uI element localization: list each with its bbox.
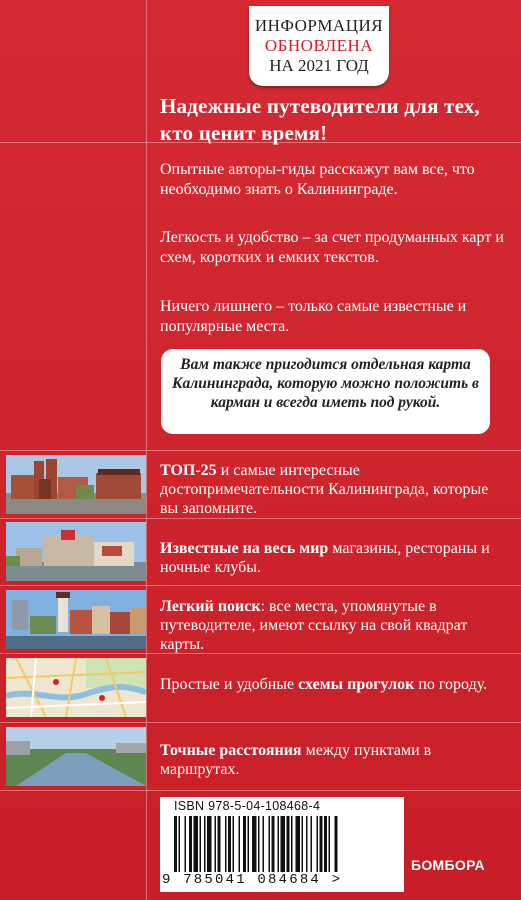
barcode-bar: [233, 816, 235, 872]
barcode-bar: [281, 816, 286, 872]
feature-distances-text: между пунктами в маршрутах.: [160, 742, 432, 778]
publisher-logo: БОМБОРА: [411, 857, 485, 873]
photo-shopping-center: [6, 522, 146, 581]
divider: [0, 722, 521, 723]
headline: Надежные путеводители для тех, кто ценит время!: [160, 94, 480, 145]
barcode-bar: [263, 816, 265, 872]
feature-top25-text: и самые интересные достопримечательности Калининграда, которые вы запомните.: [160, 462, 489, 517]
isbn-label: ISBN 978-5-04-108468-4: [174, 799, 321, 813]
barcode: [174, 816, 394, 872]
update-badge: [249, 6, 389, 86]
barcode-bar: [179, 816, 181, 872]
barcode-bar: [189, 816, 192, 872]
barcode-bar: [317, 816, 319, 872]
badge-line-2: ОБНОВЛЕНА: [264, 36, 374, 55]
barcode-digits: 9 785041 084684 >: [162, 872, 343, 888]
feature-walks-pre: Простые и удобные: [160, 676, 299, 693]
barcode-bar: [287, 816, 290, 872]
barcode-bar: [225, 816, 227, 872]
feature-top25: [160, 461, 510, 518]
barcode-bar: [320, 816, 323, 872]
photo-city-map: [6, 658, 146, 717]
map-note: Вам также пригодится отдельная карта Калининграда, которую можно положить в карман и всегда иметь под рукой.: [161, 349, 490, 434]
barcode-bar: [215, 816, 217, 872]
barcode-bar: [174, 816, 177, 872]
barcode-panel: [160, 797, 404, 892]
photo-city-gate: [6, 455, 146, 514]
barcode-bar: [311, 816, 313, 872]
divider: [0, 450, 521, 451]
feature-distances: [160, 741, 510, 779]
feature-walks-text: по городу.: [414, 676, 488, 693]
barcode-bar: [335, 816, 338, 872]
barcode-bar: [306, 816, 308, 872]
feature-top25-bold: ТОП-25: [160, 462, 217, 479]
feature-shops-bold: Известные на весь мир: [160, 540, 329, 557]
barcode-bar: [252, 816, 257, 872]
feature-shops: [160, 539, 510, 577]
divider: [0, 518, 521, 519]
barcode-bar: [218, 816, 221, 872]
paragraph-authors: Опытные авторы-гиды расскажут вам все, что необходимо знать о Калининграде.: [160, 161, 475, 198]
feature-shops-text: магазины, рестораны и ночные клубы.: [160, 540, 490, 576]
barcode-bar: [200, 816, 202, 872]
feature-search-text: : все места, упомянутые в путеводителе, имеют ссылку на свой квадрат карты.: [160, 598, 468, 653]
divider: [0, 585, 521, 586]
barcode-bar: [248, 816, 250, 872]
barcode-bar: [204, 816, 206, 872]
barcode-bar: [269, 816, 271, 872]
barcode-bar: [272, 816, 275, 872]
feature-walks: [160, 675, 510, 694]
barcode-bar: [291, 816, 293, 872]
barcode-bar: [278, 816, 280, 872]
barcode-bar: [228, 816, 231, 872]
feature-search-bold: Легкий поиск: [160, 598, 261, 615]
feature-distances-bold: Точные расстояния: [160, 742, 302, 759]
barcode-bar: [324, 816, 327, 872]
badge-line-3: НА 2021 ГОД: [269, 56, 369, 75]
paragraph-nothing-extra: Ничего лишнего – только самые известные и популярные места.: [160, 298, 467, 335]
photo-river: [6, 727, 146, 786]
paragraph-ease: Легкость и удобство – за счет продуманных карт и схем, коротких и емких текстов.: [160, 229, 504, 266]
barcode-bar: [185, 816, 187, 872]
barcode-bar: [243, 816, 246, 872]
barcode-bar: [207, 816, 212, 872]
divider: [0, 790, 521, 791]
feature-walks-bold: схемы прогулок: [298, 676, 415, 693]
feature-search: [160, 597, 510, 654]
barcode-bar: [239, 816, 241, 872]
badge-line-1: ИНФОРМАЦИЯ: [254, 16, 384, 35]
barcode-bar: [302, 816, 304, 872]
barcode-bar: [296, 816, 301, 872]
photo-fishing-village: [6, 590, 146, 649]
barcode-bar: [258, 816, 260, 872]
barcode-bar: [194, 816, 199, 872]
barcode-bar: [329, 816, 331, 872]
